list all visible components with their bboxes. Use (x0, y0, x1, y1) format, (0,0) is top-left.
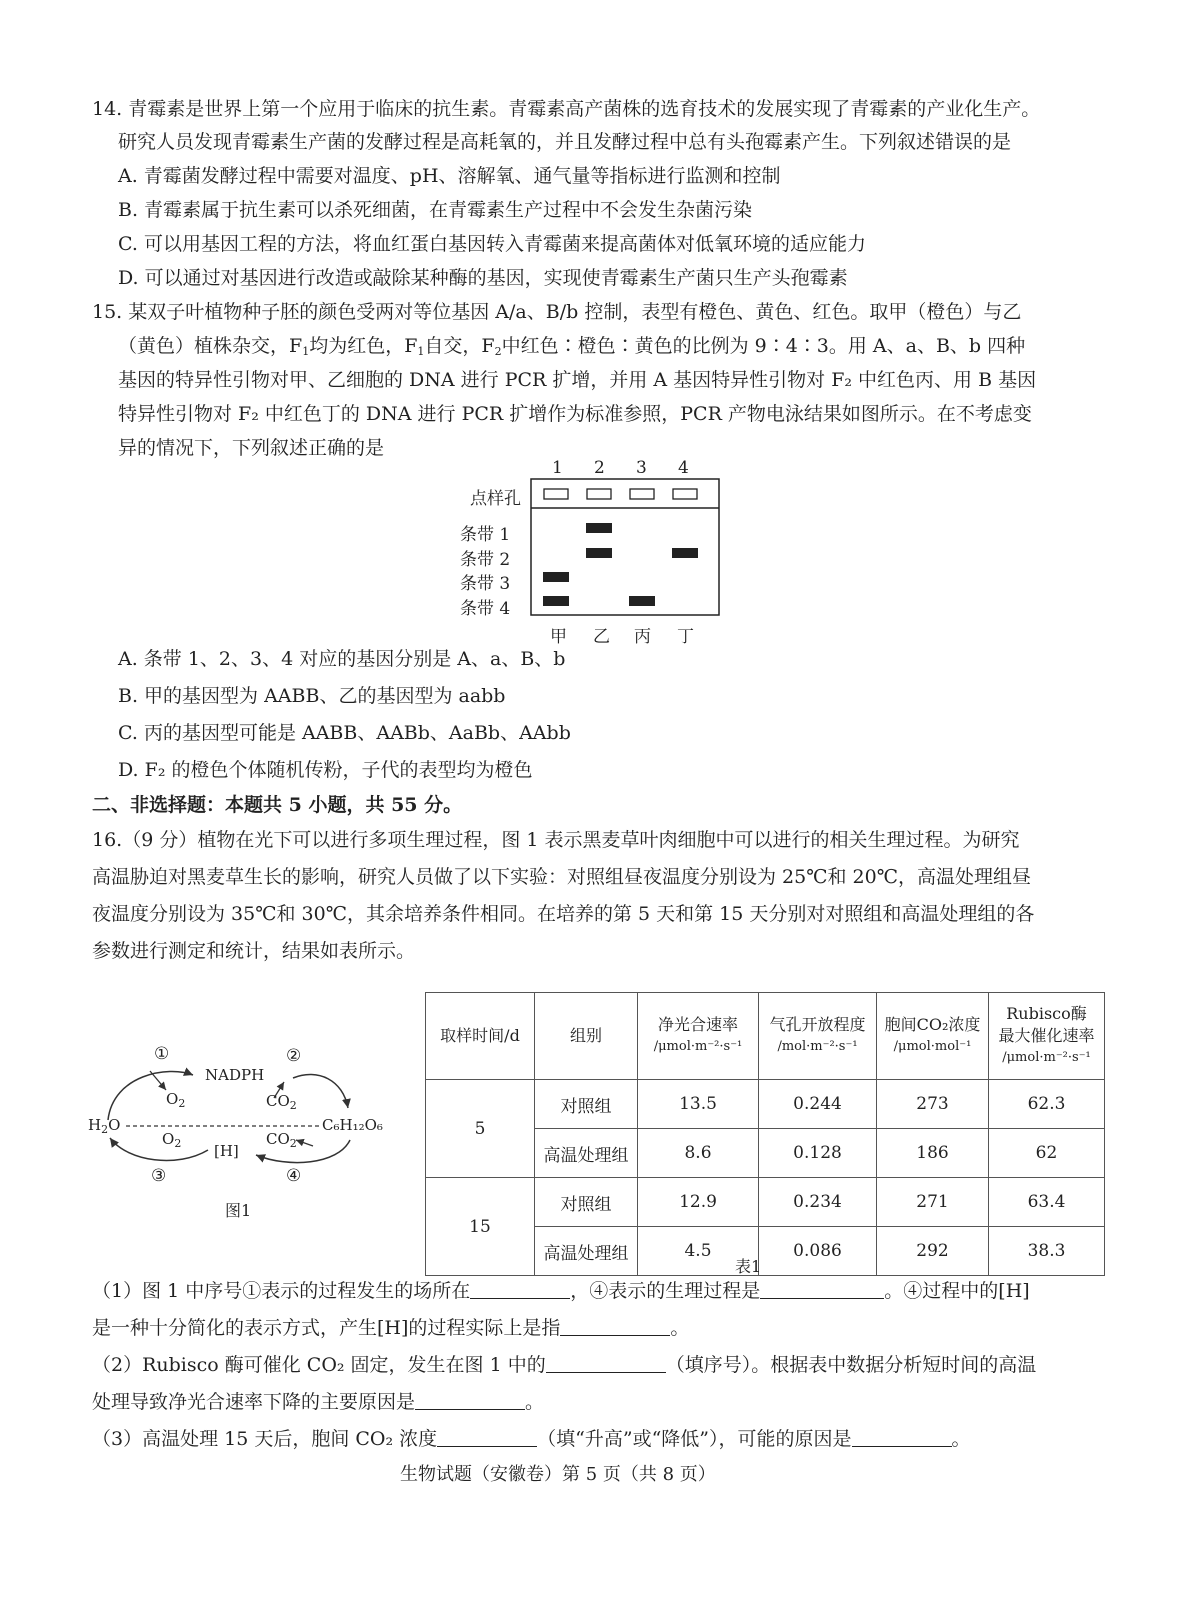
cell-value: 62 (989, 1129, 1105, 1178)
band-label-3: 条带 3 (460, 574, 511, 594)
circle-3-label: ③ (151, 1166, 167, 1186)
q14-stem-line1: 14. 青霉素是世界上第一个应用于临床的抗生素。青霉素高产菌株的选育技术的发展实现了青霉素的产业化生产。 (92, 98, 1041, 120)
figure-1-caption: 图1 (225, 1201, 252, 1220)
cell-value: 0.234 (759, 1178, 877, 1227)
q16-stem-line3: 夜温度分别设为 35℃和 30℃，其余培养条件相同。在培养的第 5 天和第 15 天分别对对照组和高温处理组的各 (92, 903, 1035, 925)
band-lane4-2 (672, 548, 698, 558)
circle-4-label: ④ (286, 1166, 302, 1186)
cell-value: 0.086 (759, 1227, 877, 1276)
cell-value: 13.5 (638, 1080, 759, 1129)
q15-stem-line3: 基因的特异性引物对甲、乙细胞的 DNA 进行 PCR 扩增，并用 A 基因特异性引物对 F₂ 中红色丙、用 B 基因 (118, 369, 1037, 391)
table-row (426, 1178, 1105, 1227)
q15-option-b: B. 甲的基因型为 AABB、乙的基因型为 aabb (118, 685, 506, 707)
band-lane2-1 (586, 523, 612, 533)
cell-value: 273 (877, 1080, 989, 1129)
figure-1-arrows (88, 1040, 408, 1190)
answer-blank (560, 1317, 670, 1336)
h-label: [H] (214, 1142, 239, 1160)
band-label-4: 条带 4 (460, 599, 511, 619)
page-footer: 生物试题（安徽卷）第 5 页（共 8 页） (400, 1464, 716, 1485)
q16-stem-line2: 高温胁迫对黑麦草生长的影响，研究人员做了以下实验：对照组昼夜温度分别设为 25℃和 20℃，高温处理组昼 (92, 866, 1031, 888)
q15-option-c: C. 丙的基因型可能是 AABB、AABb、AaBb、AAbb (118, 722, 571, 744)
header-intercellular-co2: 胞间CO₂浓度 /μmol·mol⁻¹ (877, 993, 989, 1080)
band-lane3-4 (629, 596, 655, 606)
q16-stem-line1: 16.（9 分）植物在光下可以进行多项生理过程，图 1 表示黑麦草叶肉细胞中可以进行的相关生理过程。为研究 (92, 829, 1020, 851)
well-3 (630, 489, 654, 499)
q14-stem-line2: 研究人员发现青霉素生产菌的发酵过程是高耗氧的，并且发酵过程中总有头孢霉素产生。下列叙述错误的是 (118, 131, 1012, 153)
answer-blank (415, 1391, 525, 1410)
q16-part2-line1: （2）Rubisco 酶可催化 CO₂ 固定，发生在图 1 中的 （填序号）。根据表中数据分析短时间的高温 (92, 1354, 1037, 1376)
table-row (426, 1080, 1105, 1129)
q16-part1-line1: （1）图 1 中序号①表示的过程发生的场所在 ，④表示的生理过程是 。④过程中的[H] (92, 1280, 1030, 1302)
lane-name-yi: 乙 (593, 627, 610, 647)
co2-label-bottom: $CO_2$ (266, 1130, 297, 1150)
co2-label-top: $CO_2$ (266, 1092, 297, 1112)
well-2 (587, 489, 611, 499)
cell-value: 292 (877, 1227, 989, 1276)
cell-value: 0.128 (759, 1129, 877, 1178)
cell-value: 38.3 (989, 1227, 1105, 1276)
lane-number-3: 3 (636, 458, 647, 478)
header-stomatal-opening: 气孔开放程度 /mol·m⁻²·s⁻¹ (759, 993, 877, 1080)
lane-number-1: 1 (552, 458, 563, 478)
q16-part2-line2: 处理导致净光合速率下降的主要原因是 。 (92, 1391, 545, 1413)
cell-value: 0.244 (759, 1080, 877, 1129)
circle-1-label: ① (154, 1044, 170, 1064)
section-heading: 二、非选择题：本题共 5 小题，共 55 分。 (92, 794, 463, 816)
header-rubisco: Rubisco酶 最大催化速率 /μmol·m⁻²·s⁻¹ (989, 993, 1105, 1080)
q14-option-b: B. 青霉素属于抗生素可以杀死细菌，在青霉素生产过程中不会发生杂菌污染 (118, 199, 753, 221)
data-table (425, 992, 1105, 1276)
circle-2-label: ② (286, 1046, 302, 1066)
q14-option-c: C. 可以用基因工程的方法，将血红蛋白基因转入青霉菌来提高菌体对低氧环境的适应能力 (118, 233, 866, 255)
answer-blank (437, 1428, 537, 1447)
well-label: 点样孔 (470, 489, 521, 509)
well-4 (673, 489, 697, 499)
q14-option-a: A. 青霉菌发酵过程中需要对温度、pH、溶解氧、通气量等指标进行监测和控制 (118, 165, 781, 187)
nadph-label: NADPH (205, 1066, 265, 1084)
q16-part3: （3）高温处理 15 天后，胞间 CO₂ 浓度 （填“升高”或“降低”），可能的原因是 。 (92, 1428, 971, 1450)
band-lane2-2 (586, 548, 612, 558)
cell-group: 高温处理组 (535, 1227, 638, 1276)
cell-day: 15 (426, 1178, 535, 1276)
q15-option-d: D. F₂ 的橙色个体随机传粉，子代的表型均为橙色 (118, 759, 533, 781)
answer-blank (470, 1280, 570, 1299)
answer-blank (546, 1354, 666, 1373)
lane-name-bing: 丙 (634, 627, 651, 647)
gel-box (530, 478, 720, 616)
q16-part1-line2: 是一种十分简化的表示方式，产生[H]的过程实际上是指 。 (92, 1317, 690, 1339)
answer-blank (760, 1280, 884, 1299)
band-label-2: 条带 2 (460, 550, 511, 570)
glucose-label: C₆H₁₂O₆ (322, 1116, 383, 1134)
cell-group: 对照组 (535, 1080, 638, 1129)
cell-value: 12.9 (638, 1178, 759, 1227)
band-label-1: 条带 1 (460, 525, 511, 545)
band-lane1-3 (543, 572, 569, 582)
cell-value: 8.6 (638, 1129, 759, 1178)
lane-name-jia: 甲 (550, 627, 567, 647)
q15-option-a: A. 条带 1、2、3、4 对应的基因分别是 A、a、B、b (118, 648, 566, 670)
cell-day: 5 (426, 1080, 535, 1178)
cell-value: 63.4 (989, 1178, 1105, 1227)
o2-label-bottom: $O_2$ (162, 1130, 182, 1150)
q15-stem-line4: 特异性引物对 F₂ 中红色丁的 DNA 进行 PCR 扩增作为标准参照，PCR 产物电泳结果如图所示。在不考虑变 (118, 403, 1032, 425)
table-1-caption: 表1 (735, 1257, 762, 1276)
header-sampling-time: 取样时间/d (426, 993, 535, 1080)
h2o-label: $H_2O$ (88, 1116, 121, 1136)
header-net-photosynthesis: 净光合速率 /μmol·m⁻²·s⁻¹ (638, 993, 759, 1080)
cell-group: 高温处理组 (535, 1129, 638, 1178)
table-header-row (426, 993, 1105, 1080)
band-lane1-4 (543, 596, 569, 606)
cell-value: 4.5 (638, 1227, 759, 1276)
q16-stem-line4: 参数进行测定和统计，结果如表所示。 (92, 940, 416, 962)
q14-option-d: D. 可以通过对基因进行改造或敲除某种酶的基因，实现使青霉素生产菌只生产头孢霉素 (118, 267, 848, 289)
answer-blank (852, 1428, 952, 1447)
cell-group: 对照组 (535, 1178, 638, 1227)
well-1 (544, 489, 568, 499)
q15-stem-line5: 异的情况下，下列叙述正确的是 (118, 437, 385, 459)
lane-name-ding: 丁 (677, 627, 694, 647)
lane-number-2: 2 (594, 458, 605, 478)
cell-value: 186 (877, 1129, 989, 1178)
q15-stem-line2: （黄色）植株杂交，$F_1$均为红色，$F_1$自交，$F_2$中红色∶橙色∶黄色的比例为 9∶4∶3。用 A、a、B、b 四种 (118, 335, 1026, 358)
header-group: 组别 (535, 993, 638, 1080)
lane-number-4: 4 (678, 458, 689, 478)
o2-label-top: $O_2$ (166, 1090, 186, 1110)
q15-stem-line1: 15. 某双子叶植物种子胚的颜色受两对等位基因 A/a、B/b 控制，表型有橙色、黄色、红色。取甲（橙色）与乙 (92, 301, 1022, 323)
cell-value: 271 (877, 1178, 989, 1227)
cell-value: 62.3 (989, 1080, 1105, 1129)
